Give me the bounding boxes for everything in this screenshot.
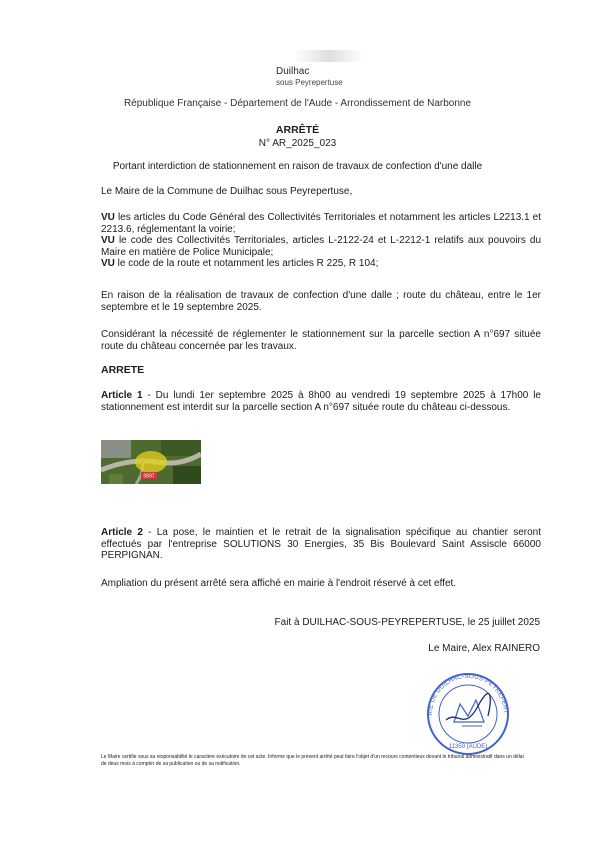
logo-graphic [294,50,364,62]
vu-prefix: VU [101,258,115,269]
article-2-text: - La pose, le maintien et le retrait de la signalisation spécifique au chantier seront effectués par l'entreprise SOLUTIONS 30 Energies, 35 Bis Boulevard Saint Assiscle 66000 PERPIGNAN. [101,527,541,561]
document-number: N° AR_2025_023 [258,138,337,149]
ampliation-paragraph: Ampliation du présent arrêté sera affiché en mairie à l'endroit réservé à cet effet. [101,578,457,589]
reason-paragraph: En raison de la réalisation de travaux de confection d'une dalle ; route du château, entre le 1er septembre et le 19 septembre 2025. [101,290,541,313]
document-subject: Portant interdiction de stationnement en raison de travaux de confection d'une dalle [112,161,483,172]
vu-prefix: VU [101,235,115,246]
vu-text: les articles du Code Général des Collectivités Territoriales et notamment les articles L2213.1 et 2213.6, réglementant la voirie; [101,212,541,235]
mayor-intro: Le Maire de la Commune de Duilhac sous Peyrepertuse, [101,186,353,197]
stamp-postal: 11350 (AUDE) [448,744,488,750]
signatory-line: Le Maire, Alex RAINERO [428,643,540,654]
arrete-heading: ARRETE [101,364,145,376]
satellite-map [101,440,201,484]
administrative-header: République Française - Département de l'Aude - Arrondissement de Narbonne [123,98,472,109]
commune-logo [276,66,376,88]
document-title: ARRÊTÉ [275,124,320,136]
vu-item [101,258,541,270]
logo-line1: Duilhac [276,66,310,77]
parcel-label: 0697 [143,473,155,480]
stamp-seal [418,670,518,756]
vu-text: le code de la route et notamment les articles R 225, R 104; [114,258,379,269]
article-1-text: - Du lundi 1er septembre 2025 à 8h00 au vendredi 19 septembre 2025 à 17h00 le stationnement est interdit sur la parcelle section A n°697 située route du château ci-dessous. [101,390,541,413]
article-2-label: Article 2 [101,527,143,538]
vu-text: le code des Collectivités Territoriales, articles L-2122-24 et L-2212-1 relatifs aux pouvoirs du Maire en matière de Police Municipale; [101,235,541,258]
official-stamp [418,670,518,756]
article-2 [101,527,541,562]
done-at-line: Fait à DUILHAC-SOUS-PEYREPERTUSE, le 25 juillet 2025 [274,617,540,628]
considering-paragraph: Considérant la nécessité de réglementer le stationnement sur la parcelle section A n°697 située route du château concernée par les travaux. [101,329,541,352]
parcel-highlight [135,451,167,473]
logo-line2: sous Peyrepertuse [276,78,343,87]
parcel-map-image [101,440,201,484]
vu-item [101,235,541,258]
vu-list [101,212,541,270]
vu-prefix: VU [101,212,115,223]
stamp-ring-text: RIE DE DUILHAC-SOUS-PEYREPERT [426,672,510,716]
article-1-label: Article 1 [101,390,143,401]
vu-item [101,212,541,235]
legal-footnote: Le Maire certifie sous sa responsabilité le caractère exécutoire de cet acte. Informe que le présent arrêté peut faire l'objet d'un recours contentieux devant le tribunal administratif dans un délai de deux mois à compter de sa publication ou de sa notification. [101,754,524,767]
article-1 [101,390,541,413]
